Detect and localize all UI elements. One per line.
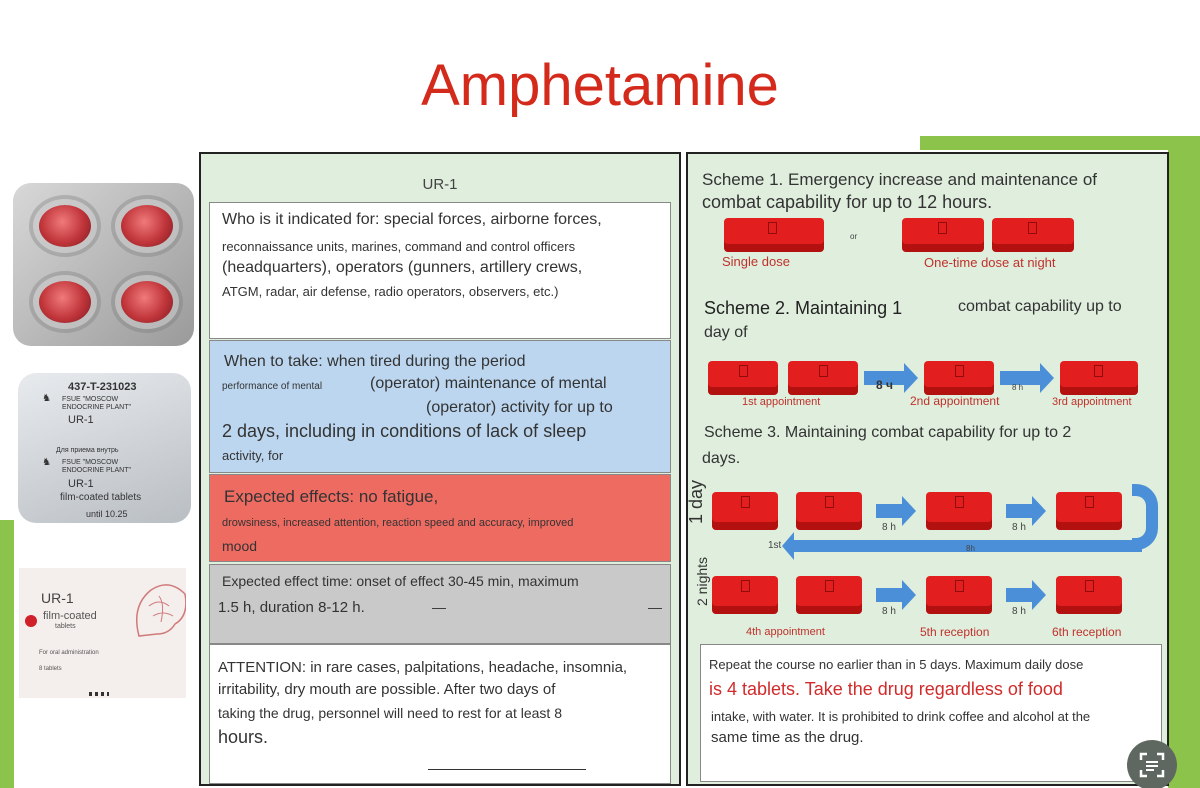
scheme2-title: Scheme 2. Maintaining 1 — [704, 298, 903, 318]
tablet-icon — [926, 492, 992, 530]
tablet-icon — [926, 576, 992, 614]
pill-image — [39, 281, 91, 323]
brand-dot-icon — [25, 615, 37, 627]
tablet-icon — [992, 218, 1074, 252]
pills-photo — [13, 183, 194, 346]
decorative-green-strip — [0, 520, 14, 788]
scheme3-title: Scheme 3. Maintaining combat capability for up to 2 — [704, 424, 1072, 441]
arrow-right-icon — [876, 588, 902, 602]
divider — [428, 769, 586, 770]
page-title: Amphetamine — [421, 53, 779, 118]
scheme1-subtitle: combat capability for up to 12 hours. — [702, 192, 993, 212]
tablet-icon — [724, 218, 824, 252]
tablet-icon — [1056, 576, 1122, 614]
arrow-right-icon — [1006, 504, 1032, 518]
barcode-mark — [89, 692, 109, 696]
side-label-nights: 2 nights — [694, 556, 710, 606]
dosage-info-panel — [199, 152, 681, 786]
effect-time-box: Expected effect time: onset of effect 30-45 min, maximum 1.5 h, duration 8-12 h. — — — [209, 564, 671, 644]
single-dose-label: Single dose — [722, 254, 790, 269]
attention-box: ATTENTION: in rare cases, palpitations, headache, insomnia, irritability, dry mouth are possible. After two days of taking the drug, personnel will need to rest for at least 8 hours. — [209, 644, 671, 784]
decorative-green-bar — [920, 136, 1200, 150]
side-label-day: 1 day — [686, 479, 706, 524]
indications-box: Who is it indicated for: special forces, airborne forces, reconnaissance units, marines, command and control officers (headquarters), operators (gunners, artillery crews, ATGM, radar, air defense, radio operators, observers, etc.) — [209, 202, 671, 339]
tablet-icon — [796, 492, 862, 530]
tablet-icon — [1060, 361, 1138, 395]
pill-image — [39, 205, 91, 247]
deer-icon: ♞ — [42, 393, 51, 404]
course-note-box: Repeat the course no earlier than in 5 days. Maximum daily dose is 4 tablets. Take the drug regardless of food intake, with water. It is prohibited to drink coffee and alcohol at the same time as the drug. — [700, 644, 1162, 782]
tablet-icon — [712, 492, 778, 530]
tablet-icon — [902, 218, 984, 252]
arrow-right-icon — [1006, 588, 1032, 602]
panel-header: UR-1 — [422, 176, 458, 193]
scheme1-title: Scheme 1. Emergency increase and maintenance of — [702, 170, 1098, 189]
tablet-icon — [788, 361, 858, 395]
arrow-right-icon — [876, 504, 902, 518]
expected-effects-box: Expected effects: no fatigue, drowsiness, increased attention, reaction speed and accuracy, improved mood — [209, 474, 671, 562]
pill-image — [121, 281, 173, 323]
pill-image — [121, 205, 173, 247]
deer-icon: ♞ — [42, 457, 51, 468]
night-dose-label: One-time dose at night — [924, 255, 1056, 270]
tablet-icon — [712, 576, 778, 614]
text-scan-icon — [1127, 740, 1177, 788]
tablet-icon — [796, 576, 862, 614]
brain-icon — [129, 576, 186, 646]
when-to-take-box: When to take: when tired during the period performance of mental (operator) maintenance of mental (operator) activity for up to 2 days, including in conditions of lack of sleep activity, for — [209, 340, 671, 473]
box-name: UR-1 — [41, 590, 74, 606]
tablet-icon — [924, 361, 994, 395]
text-scan-button[interactable] — [1127, 740, 1177, 788]
box-photo: UR-1 film-coated tablets For oral administration 8 tablets — [19, 568, 186, 698]
schemes-panel: Scheme 1. Emergency increase and maintenance of combat capability for up to 12 hours. or Single dose One-time dose at night Scheme 2. Maintaining 1 combat capability up to day of 8 ч 8 h 1st appointment 2nd appointment 3rd appointment Scheme 3. Maintaining combat capability for up to 2 days. 1 day 2 nights 8 h 8 h 1st 8h 8 h 8 h 4th appointment 5th reception 6th reception Repeat the course no earlier than in 5 days. Maximum daily dose is 4 tablets. Take the drug regardless of food intake, with water. It is prohibited to drink coffee and alcohol at the same time as the drug. — [686, 152, 1169, 786]
tablet-icon — [708, 361, 778, 395]
tablet-icon — [1056, 492, 1122, 530]
decorative-green-band — [1168, 150, 1200, 788]
batch-number: 437-T-231023 — [68, 381, 137, 393]
blister-photo: 437-T-231023 ♞ FSUE "MOSCOW ENDOCRINE PLANT" UR-1 Для приема внутрь ♞ FSUE "MOSCOW ENDOCRINE PLANT" UR-1 film-coated tablets until 10.25 — [18, 373, 191, 523]
